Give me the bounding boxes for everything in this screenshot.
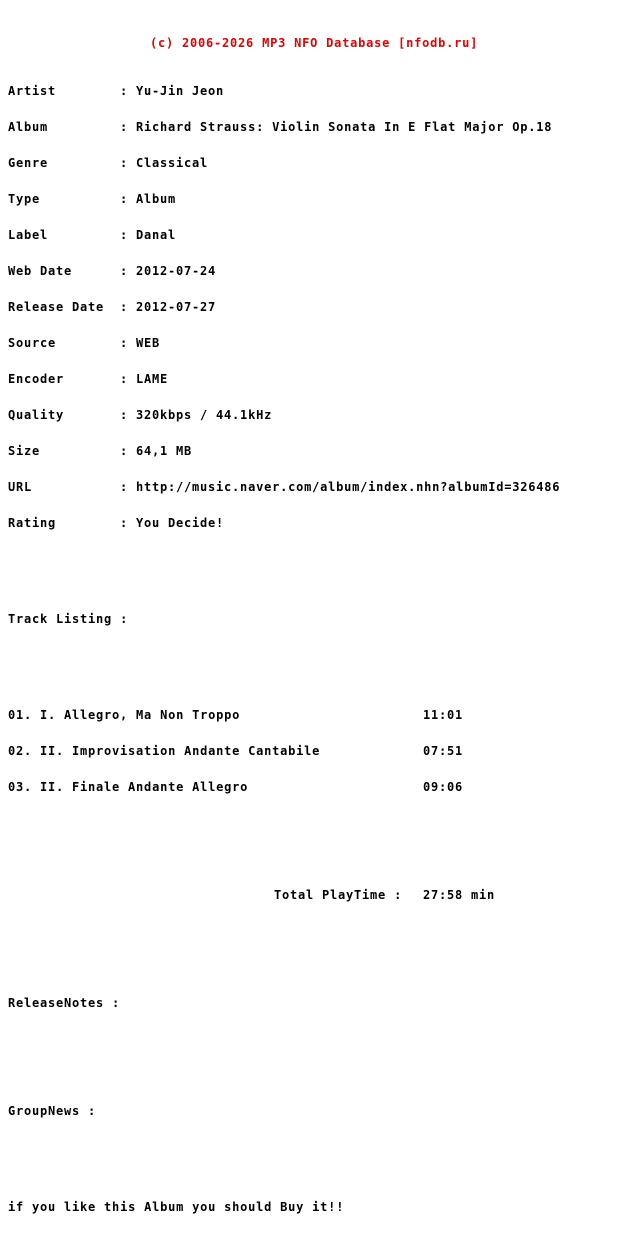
track-number: 02.: [8, 744, 33, 758]
field-separator: :: [120, 444, 137, 458]
total-playtime-row: [8, 889, 640, 901]
info-row-rating: [8, 517, 640, 529]
field-label-type: Type: [8, 192, 41, 206]
field-label-size: Size: [8, 444, 41, 458]
field-value-release-date: 2012-07-27: [136, 300, 217, 314]
track-title: II. Finale Andante Allegro: [40, 780, 249, 794]
field-separator: :: [120, 120, 137, 134]
field-separator: :: [120, 516, 137, 530]
field-separator: :: [120, 84, 137, 98]
info-row-url: [8, 481, 640, 493]
field-label-rating: Rating: [8, 516, 57, 530]
track-duration: 11:01: [423, 708, 464, 722]
group-news-heading: GroupNews :: [8, 1104, 97, 1118]
info-row-release-date: [8, 301, 640, 313]
field-separator: :: [120, 408, 137, 422]
track-row-3: [8, 781, 640, 793]
total-playtime-label: Total PlayTime :: [274, 888, 403, 902]
field-value-album: Richard Strauss: Violin Sonata In E Flat Major Op.18: [136, 120, 553, 134]
field-value-type: Album: [136, 192, 177, 206]
field-separator: :: [120, 336, 137, 350]
buy-note: if you like this Album you should Buy it!!: [8, 1200, 345, 1214]
field-label-url: URL: [8, 480, 33, 494]
field-value-web-date: 2012-07-24: [136, 264, 217, 278]
field-separator: :: [120, 264, 137, 278]
field-value-artist: Yu-Jin Jeon: [136, 84, 225, 98]
field-label-label: Label: [8, 228, 49, 242]
field-value-size: 64,1 MB: [136, 444, 193, 458]
field-value-encoder: LAME: [136, 372, 169, 386]
track-title: I. Allegro, Ma Non Troppo: [40, 708, 241, 722]
url-value: http://music.naver.com/album/index.nhn?albumId=326486: [136, 480, 561, 494]
info-row-web-date: [8, 265, 640, 277]
total-playtime-value: 27:58 min: [423, 888, 496, 902]
track-number: 01.: [8, 708, 33, 722]
field-separator: :: [120, 372, 137, 386]
track-duration: 07:51: [423, 744, 464, 758]
info-row-type: [8, 193, 640, 205]
field-value-source: WEB: [136, 336, 161, 350]
field-value-quality: 320kbps / 44.1kHz: [136, 408, 273, 422]
field-label-source: Source: [8, 336, 57, 350]
field-separator: :: [120, 228, 137, 242]
track-row-2: [8, 745, 640, 757]
field-value-label: Danal: [136, 228, 177, 242]
info-row-genre: [8, 157, 640, 169]
field-separator: :: [120, 156, 137, 170]
info-row-album: [8, 121, 640, 133]
info-row-artist: [8, 85, 640, 97]
track-duration: 09:06: [423, 780, 464, 794]
info-row-size: [8, 445, 640, 457]
track-number: 03.: [8, 780, 33, 794]
field-label-artist: Artist: [8, 84, 57, 98]
field-value-rating: You Decide!: [136, 516, 225, 530]
track-row-1: [8, 709, 640, 721]
release-notes-heading: ReleaseNotes :: [8, 996, 121, 1010]
info-row-label: [8, 229, 640, 241]
info-row-encoder: [8, 373, 640, 385]
field-label-genre: Genre: [8, 156, 49, 170]
field-separator: :: [120, 480, 137, 494]
field-label-quality: Quality: [8, 408, 65, 422]
track-title: II. Improvisation Andante Cantabile: [40, 744, 321, 758]
tracklist-heading: Track Listing :: [8, 612, 129, 626]
field-label-encoder: Encoder: [8, 372, 65, 386]
info-row-quality: [8, 409, 640, 421]
field-separator: :: [120, 192, 137, 206]
field-label-release-date: Release Date: [8, 300, 105, 314]
field-value-genre: Classical: [136, 156, 209, 170]
field-label-web-date: Web Date: [8, 264, 73, 278]
field-separator: :: [120, 300, 137, 314]
nfo-header: (c) 2006-2026 MP3 NFO Database [nfodb.ru]: [150, 36, 479, 50]
field-label-album: Album: [8, 120, 49, 134]
info-row-source: [8, 337, 640, 349]
track-list: [8, 685, 640, 817]
